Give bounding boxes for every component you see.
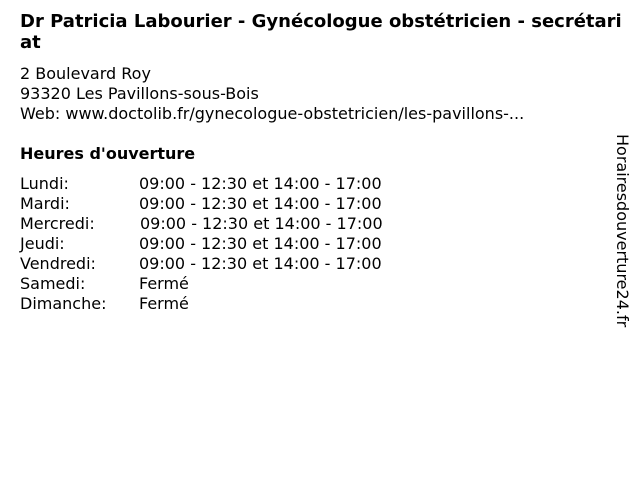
day-label: Jeudi: — [20, 234, 65, 253]
opening-hours-table — [20, 174, 383, 314]
website-link[interactable]: Web: www.doctolib.fr/gynecologue-obstetricien/les-pavillons-... — [20, 104, 525, 123]
hours-row-wednesday — [20, 214, 383, 234]
day-label: Dimanche: — [20, 294, 107, 313]
street-address: 2 Boulevard Roy — [20, 64, 151, 83]
hours-row-sunday — [20, 294, 383, 314]
address-block — [20, 64, 524, 124]
hours-row-monday — [20, 174, 383, 194]
hours-row-tuesday — [20, 194, 383, 214]
time-value: Fermé — [139, 294, 189, 313]
hours-row-friday — [20, 254, 383, 274]
time-value: 09:00 - 12:30 et 14:00 - 17:00 — [139, 254, 382, 273]
hours-row-saturday — [20, 274, 383, 294]
day-label: Mardi: — [20, 194, 70, 213]
time-value: 09:00 - 12:30 et 14:00 - 17:00 — [139, 234, 382, 253]
day-label: Mercredi: — [20, 214, 95, 233]
time-value: Fermé — [139, 274, 189, 293]
site-watermark: Horairesdouverture24.fr — [613, 134, 632, 328]
time-value: 09:00 - 12:30 et 14:00 - 17:00 — [139, 194, 382, 213]
day-label: Lundi: — [20, 174, 69, 193]
time-value: 09:00 - 12:30 et 14:00 - 17:00 — [139, 174, 382, 193]
time-value: 09:00 - 12:30 et 14:00 - 17:00 — [140, 214, 383, 233]
day-label: Samedi: — [20, 274, 86, 293]
postal-city: 93320 Les Pavillons-sous-Bois — [20, 84, 259, 103]
business-title: Dr Patricia Labourier - Gynécologue obstétricien - secrétariat — [20, 11, 622, 53]
day-label: Vendredi: — [20, 254, 96, 273]
hours-heading: Heures d'ouverture — [20, 144, 196, 163]
hours-row-thursday — [20, 234, 383, 254]
